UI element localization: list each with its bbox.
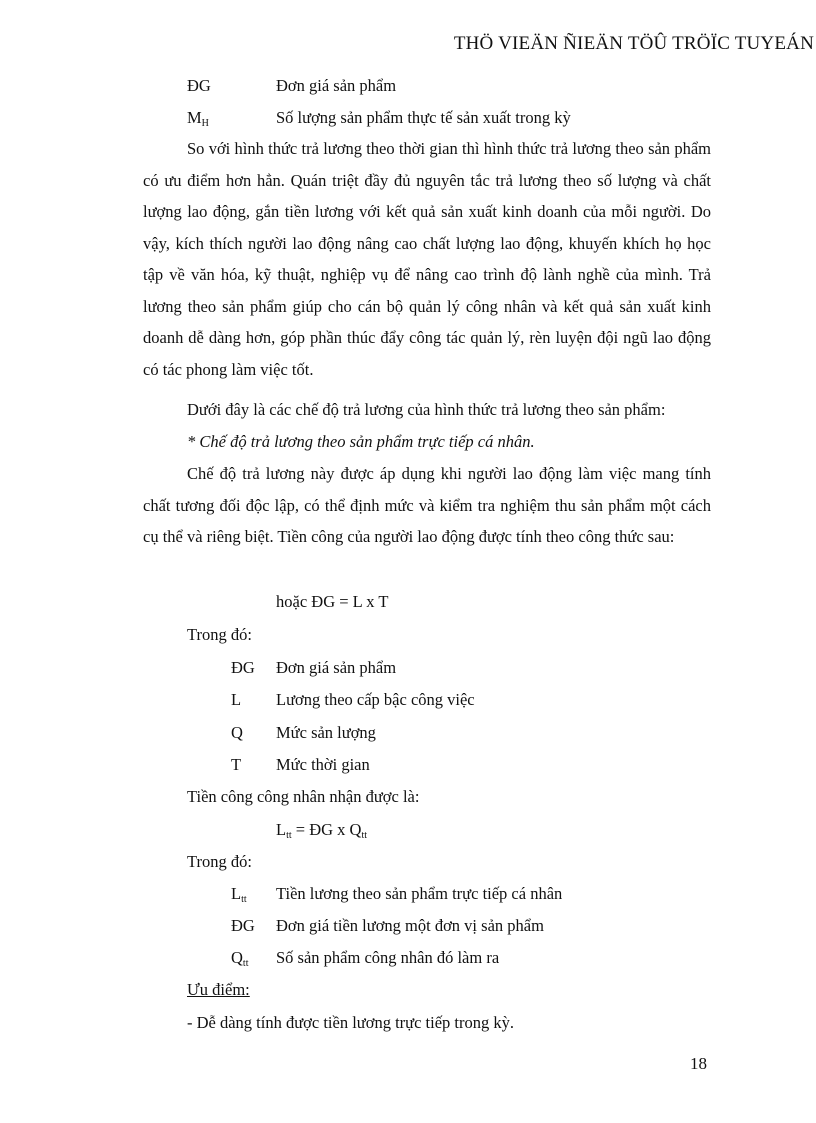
def-desc-dg-top: Đơn giá sản phẩm bbox=[276, 76, 397, 95]
def-desc-q: Mức sản lượng bbox=[276, 723, 376, 742]
def-desc-dg-2: Đơn giá tiền lương một đơn vị sản phẩm bbox=[276, 916, 544, 935]
advantages-heading: Ưu điểm: bbox=[187, 980, 250, 999]
trong-do-label-1: Trong đó: bbox=[187, 625, 252, 644]
def-term-qtt: $Q_{tt}$ bbox=[231, 948, 249, 969]
def-desc-l: Lương theo cấp bậc công việc bbox=[276, 690, 475, 709]
def-term-mh: $M_H$ bbox=[187, 108, 209, 129]
def-desc-mh: Số lượng sản phẩm thực tế sản xuất trong kỳ bbox=[276, 108, 571, 127]
paragraph-regime-description: Chế độ trả lương này được áp dụng khi người lao động làm việc mang tính chất tương đối độc lập, có thể định mức và kiểm tra nghiệm thu sản phẩm một cách cụ thể và riêng biệt. Tiền công của người lao động được tính theo công thức sau: bbox=[143, 464, 711, 546]
def-term-ltt: $L_{tt}$ bbox=[231, 884, 247, 905]
def-term-dg-2: ĐG bbox=[231, 916, 255, 935]
advantage-item-1: - Dễ dàng tính được tiền lương trực tiếp trong kỳ. bbox=[187, 1013, 515, 1032]
def-term-dg: ĐG bbox=[231, 658, 255, 677]
paragraph-regimes-intro: Dưới đây là các chế độ trả lương của hình thức trả lương theo sản phẩm: bbox=[187, 400, 666, 419]
def-desc-dg: Đơn giá sản phẩm bbox=[276, 658, 397, 677]
def-desc-ltt: Tiền lương theo sản phẩm trực tiếp cá nhân bbox=[276, 884, 563, 903]
trong-do-label-2: Trong đó: bbox=[187, 852, 252, 871]
formula-wage: $L_{tt}$ = ĐG x $Q_{tt}$ bbox=[276, 820, 368, 841]
paragraph-piece-rate-advantages: So với hình thức trả lương theo thời gian thì hình thức trả lương theo sản phẩm có ưu điểm hơn hẳn. Quán triệt đầy đủ nguyên tắc trả lương theo số lượng và chất lượng lao động, gắn tiền lương với kết quả sản xuất kinh doanh của mỗi người. Do vậy, kích thích người lao động nâng cao chất lượng lao động, khuyến khích họ học tập về văn hóa, kỹ thuật, nghiệp vụ để nâng cao trình độ lành nghề của mình. Trả lương theo sản phẩm giúp cho cán bộ quản lý công nhân và kết quả sản xuất kinh doanh dễ dàng hơn, góp phần thúc đẩy công tác quản lý, rèn luyện đội ngũ lao động có tác phong làm việc tốt. bbox=[143, 139, 711, 379]
def-desc-t: Mức thời gian bbox=[276, 755, 370, 774]
def-desc-qtt: Số sản phẩm công nhân đó làm ra bbox=[276, 948, 500, 967]
page-number: 18 bbox=[690, 1054, 707, 1073]
section-heading-direct-individual: * Chế độ trả lương theo sản phẩm trực tiếp cá nhân. bbox=[187, 432, 535, 451]
page-header: THÖ VIEÄN ÑIEÄN TÖÛ TRÖÏC TUYEÁN bbox=[453, 33, 814, 54]
def-term-q: Q bbox=[231, 723, 243, 742]
def-term-dg-top: ĐG bbox=[187, 76, 211, 95]
def-term-t: T bbox=[231, 755, 242, 774]
def-term-l: L bbox=[231, 690, 242, 709]
wage-label: Tiền công công nhân nhận được là: bbox=[187, 787, 420, 806]
formula-unit-price: hoặc ĐG = L x T bbox=[276, 592, 389, 611]
